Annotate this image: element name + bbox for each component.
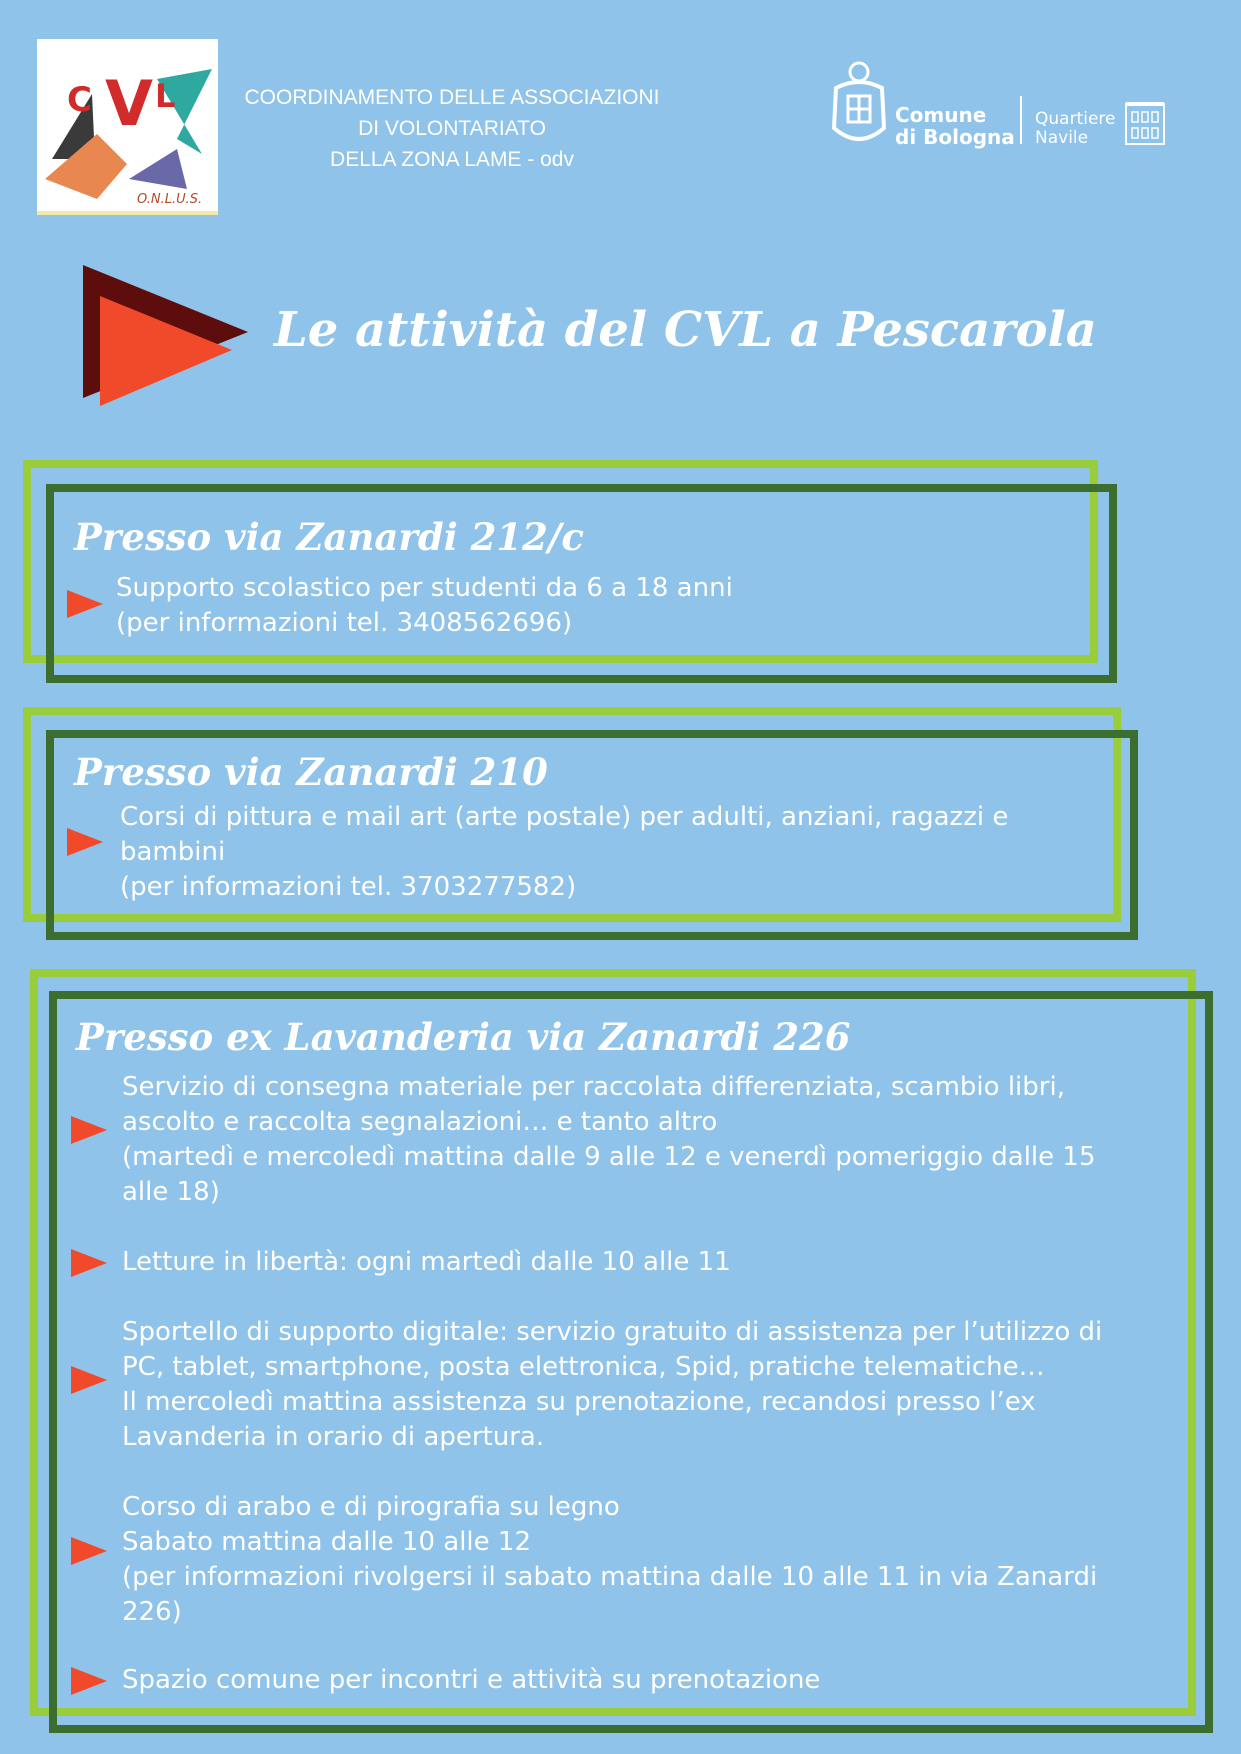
org-name bbox=[232, 82, 672, 175]
cvl-logo-sub: O.N.L.U.S. bbox=[137, 192, 203, 207]
list-item-line: Spazio comune per incontri e attività su prenotazione bbox=[122, 1665, 821, 1695]
list-item-line: Lavanderia in orario di apertura. bbox=[122, 1422, 545, 1452]
cvl-logo-graphic bbox=[37, 39, 218, 211]
list-item-line: PC, tablet, smartphone, posta elettronica, Spid, pratiche telematiche… bbox=[122, 1352, 1045, 1382]
list-item bbox=[122, 1663, 820, 1698]
list-item-line: ascolto e raccolta segnalazioni… e tanto altro bbox=[122, 1107, 718, 1137]
cvl-logo-l: L bbox=[155, 77, 176, 115]
bullet-arrow-icon bbox=[67, 828, 103, 856]
list-item-line: bambini bbox=[120, 837, 226, 867]
list-item-line: Sabato mattina dalle 10 alle 12 bbox=[122, 1527, 532, 1557]
list-item-line: Sportello di supporto digitale: servizio gratuito di assistenza per l’utilizzo di bbox=[122, 1317, 1103, 1347]
comune-line: di Bologna bbox=[895, 125, 1015, 149]
quartiere-navile bbox=[1035, 110, 1115, 148]
bullet-arrow-icon bbox=[71, 1366, 107, 1394]
list-item bbox=[122, 1245, 731, 1280]
bullet-arrow-icon bbox=[71, 1116, 107, 1144]
cvl-logo-c: C bbox=[67, 80, 92, 120]
page-title: Le attività del CVL a Pescarola bbox=[274, 302, 1097, 358]
bullet-arrow-icon bbox=[71, 1667, 107, 1695]
list-item-line: (per informazioni tel. 3408562696) bbox=[116, 608, 573, 638]
list-item-line: (martedì e mercoledì mattina dalle 9 alle 12 e venerdì pomeriggio dalle 15 bbox=[122, 1142, 1096, 1172]
list-item bbox=[122, 1490, 1097, 1630]
list-item bbox=[122, 1070, 1096, 1210]
list-item-line: alle 18) bbox=[122, 1177, 220, 1207]
bullet-arrow-icon bbox=[71, 1249, 107, 1277]
list-item-line: (per informazioni tel. 3703277582) bbox=[120, 872, 577, 902]
org-name-line: DELLA ZONA LAME - odv bbox=[330, 148, 574, 171]
comune-di-bologna bbox=[895, 104, 1015, 148]
cvl-logo bbox=[37, 39, 218, 215]
list-item-line: Letture in libertà: ogni martedì dalle 10 alle 11 bbox=[122, 1247, 731, 1277]
list-item-line: 226) bbox=[122, 1597, 182, 1627]
quartiere-line: Navile bbox=[1035, 128, 1089, 148]
list-item-line: Il mercoledì mattina assistenza su prenotazione, recandosi presso l’ex bbox=[122, 1387, 1036, 1417]
org-name-line: DI VOLONTARIATO bbox=[358, 117, 546, 140]
logo-divider bbox=[1020, 96, 1022, 144]
bologna-emblem-icon bbox=[828, 58, 890, 154]
building-icon bbox=[1124, 96, 1166, 146]
list-item bbox=[116, 571, 733, 641]
list-item-line: Corsi di pittura e mail art (arte postale) per adulti, anziani, ragazzi e bbox=[120, 802, 1009, 832]
comune-line: Comune bbox=[895, 103, 987, 127]
list-item-line: (per informazioni rivolgersi il sabato mattina dalle 10 alle 11 in via Zanardi bbox=[122, 1562, 1098, 1592]
list-item bbox=[120, 800, 1008, 905]
list-item bbox=[122, 1315, 1102, 1455]
section-title: Presso via Zanardi 210 bbox=[74, 750, 548, 794]
quartiere-line: Quartiere bbox=[1035, 109, 1116, 129]
list-item-line: Supporto scolastico per studenti da 6 a 18 anni bbox=[116, 573, 733, 603]
section-title: Presso via Zanardi 212/c bbox=[74, 515, 584, 559]
bullet-arrow-icon bbox=[67, 590, 103, 618]
list-item-line: Corso di arabo e di pirografia su legno bbox=[122, 1492, 620, 1522]
title-arrow-icon bbox=[80, 262, 250, 412]
cvl-logo-v: V bbox=[105, 67, 153, 140]
org-name-line: COORDINAMENTO DELLE ASSOCIAZIONI bbox=[244, 86, 660, 109]
section-title: Presso ex Lavanderia via Zanardi 226 bbox=[76, 1015, 851, 1059]
bullet-arrow-icon bbox=[71, 1537, 107, 1565]
list-item-line: Servizio di consegna materiale per raccolata differenziata, scambio libri, bbox=[122, 1072, 1065, 1102]
